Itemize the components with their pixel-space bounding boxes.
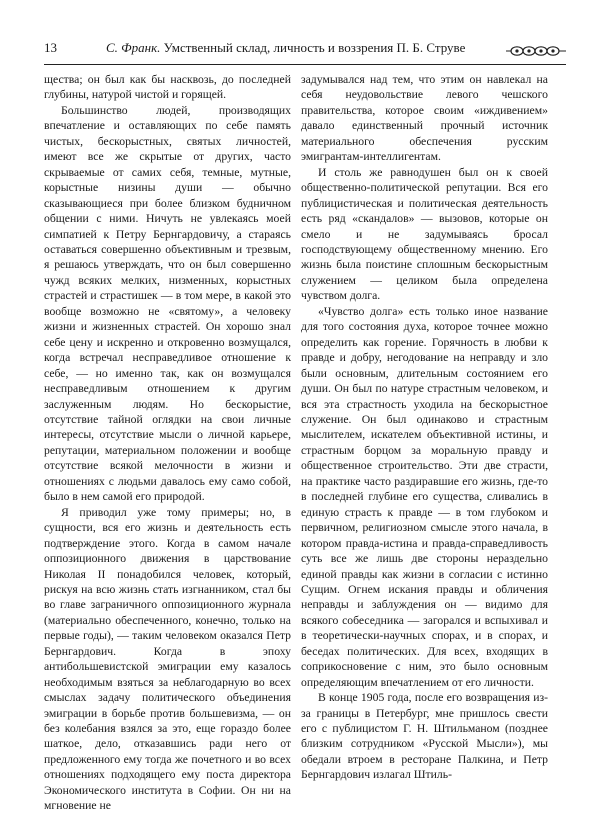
running-title-author: С. Франк. (106, 40, 161, 55)
paragraph: Большинство людей, производящих впечатление и оставляющих по себе память чистых, бескорыстных, святых личностей, имеют все же скрытые от других, часто скрываемые от самих себя, темные, мутные, корыстные низины души — обычно сказывающиеся при более близком будничном общении с ними. Ничуть не увлекаясь моей симпатией к Петру Бернгардовичу, а стараясь оставаться совершенно объективным и трезвым, я решаюсь утверждать, что он был совершенно чужд всяких мелких, низменных, корыстных страстей и страстишек — в том мере, в какой это вообще возможно не «святому», а человеку жизни и жизненных страстей. Он хорошо знал себе цену и искренно и откровенно возмущался, когда встречал несправедливое отношение к себе, — но именно так, как он возмущался несправедливым отношением к другим заслуженным людям. Но бескорыстие, отсутствие тайной оглядки на свои личные интересы, отсутствие мысли о личной карьере, репутации, материальном положении и вообще отсутствие всякой мелочности в жизни и отношениях с людьми давалось ему само собой, было в нем самой его природой. (44, 103, 291, 504)
running-header (44, 38, 566, 60)
header-ornament-icon (506, 45, 566, 57)
paragraph: И столь же равнодушен был он к своей общественно-политической репутации. Вся его публицистическая и политическая деятельность есть ряд «скандалов» — вызовов, которые он смело и не задумываясь бросал господствующему общественному мнению. Его жизнь была поистине сплошным бескорыстным служением — целиком была определена чувством долга. (301, 165, 548, 303)
paragraph: В конце 1905 года, после его возвращения из-за границы в Петербург, мне пришлось свести его с публицистом Г. Н. Штильманом (позднее близким сотрудником «Русской Мысли»), мы обедали втроем в ресторане Палкина, и Петр Бернгардович излагал Штиль- (301, 691, 548, 782)
page-number: 13 (44, 40, 57, 55)
running-title (106, 40, 506, 56)
header-rule (44, 64, 566, 65)
paragraph: «Чувство долга» есть только иное название для того состояния духа, которое точнее можно определить как горение. Горячность в любви к правде и добру, негодование на неправду и зло были основным, длительным состоянием его души. Он был по натуре страстным человеком, и вся эта страстность уходила на бескорыстное служение. Он был одинаково и страстным мыслителем, искателем объективной истины, и страстным борцом за моральную правду и общественное строительство. Эти две страсти, на практике часто раздиравшие его жизнь, где-то в последней глубине его существа, сливались в единую страсть к правде — в том глубоком и первичном, религиозном смысле этого начала, в котором правда-истина и правда-справедливость суть все же лишь две стороны нераздельно единой правды как жизни в согласии с истинно Сущим. Огнем искания правды и обличения неправды и заблуждения он — видимо для всякого собеседника — загорался и вспыхивал и в теоретически-научных спорах, и в спорах, и беседах политических. Для всех, входящих в соприкосновение с ним, это было основным определяющим впечатлением от его личности. (301, 304, 548, 689)
paragraph: Я приводил уже тому примеры; но, в сущности, вся его жизнь и деятельность есть подтверждение этого. Когда в самом начале оппозиционного движения в царствование Николая II понадобился человек, который, рискуя на всю жизнь стать изгнанником, стал бы во главе заграничного оппозиционного журнала (материально обеспеченного, конечно, только на первые годы), — таким человеком оказался Петр Бернгардович. Когда в эпоху антибольшевистской эмиграции ему казалось необходимым взяться за неблагодарную во всех смыслах задачу политического объединения эмиграции в борьбе против большевизма, — он без колебания взялся за это, еще гораздо более шаткое, дело, отказавшись ради него от предложенного ему тогда же почетного и во всех отношениях подходящего ему поста директора Экономического института в Софии. Он ни на мгновение не (44, 505, 291, 813)
running-title-text: Умственный склад, личность и воззрения П. Б. Струве (163, 40, 466, 55)
paragraph: задумывался над тем, что этим он навлекал на себя неудовольствие левого чешского правительства, которое своим «иждивением» давало единственный прочный источник материального обеспечения русским эмигрантам-интеллигентам. (301, 73, 548, 164)
paragraph: щества; он был как бы насквозь, до последней глубины, натурой чистой и горящей. (44, 73, 291, 102)
left-column (44, 72, 291, 814)
right-column (301, 72, 548, 783)
